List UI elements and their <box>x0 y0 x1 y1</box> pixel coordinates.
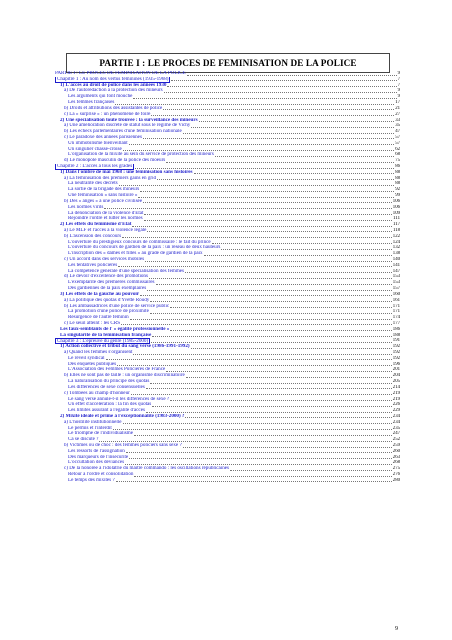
toc-entry-title[interactable]: a) La féminisation des premiers gains en grid <box>64 175 157 181</box>
toc-entry-page: 160 <box>392 291 400 297</box>
toc-entry-page: 171 <box>392 309 400 315</box>
toc-leader-dots <box>150 383 391 384</box>
toc-entry-page: 57 <box>395 140 400 146</box>
toc-entry-title[interactable]: L'occultation des déviances <box>68 460 125 466</box>
toc-entry-title[interactable]: La naturalisation du principe des quotas <box>68 379 150 385</box>
toc-entry-page: 205 <box>392 379 400 385</box>
toc-leader-dots <box>145 261 392 262</box>
toc-entry-title[interactable]: La singularité de la féminisation française <box>60 332 152 338</box>
toc-entry-page: 47 <box>395 129 400 135</box>
toc-entry-title[interactable]: Les ressorts de l'assignation <box>68 448 125 454</box>
toc-entry-page: 226 <box>392 402 400 408</box>
toc-entry-page: 111 <box>393 216 400 222</box>
toc-entry-title[interactable]: a) L'hostilité institutionnelle <box>64 419 122 425</box>
toc-leader-dots <box>115 104 394 105</box>
toc-entry-page: 92 <box>395 187 400 193</box>
toc-entry-title[interactable]: Chapitre 2 : L'accès à tous les grades <box>57 164 133 170</box>
toc-entry-page: 86 <box>395 164 400 169</box>
toc-entry-page: 268 <box>392 460 400 466</box>
toc-leader-dots <box>123 423 392 424</box>
toc-entry-page: 177 <box>392 320 400 326</box>
toc-entry-page: 88 <box>395 175 400 181</box>
page-number: 9 <box>395 626 398 632</box>
toc-leader-dots <box>118 266 392 267</box>
toc-leader-dots <box>152 336 392 337</box>
toc-leader-dots <box>170 330 392 331</box>
toc-entry-title[interactable]: b) Les ambassadrices d'une police de service public <box>64 303 170 309</box>
toc-leader-dots <box>119 185 395 186</box>
toc-entry-title[interactable]: L'ouverture du prestigieux concours de commissaire : le fait du prince <box>68 239 211 245</box>
toc-leader-dots <box>215 156 394 157</box>
toc-entry-title[interactable]: Chapitre 3 : L'épreuve du genre (1985-2000) <box>57 338 149 344</box>
toc-leader-dots <box>204 255 392 256</box>
toc-leader-dots <box>133 354 391 355</box>
toc-leader-dots <box>221 249 391 250</box>
toc-entry-page: 99 <box>395 193 400 199</box>
toc-entry-title[interactable]: a) De l'autorédaction à la protection des mineurs <box>64 88 163 94</box>
toc-entry-page: 171 <box>392 303 400 309</box>
toc-entry-page: 234 <box>392 413 400 419</box>
toc-leader-dots <box>143 138 394 139</box>
toc-leader-dots <box>183 133 394 134</box>
toc-leader-dots <box>151 115 394 116</box>
toc-entry-page: 186 <box>392 326 400 332</box>
toc-entry-title[interactable]: Les femmes françaises <box>68 100 115 106</box>
toc-leader-dots <box>129 144 395 145</box>
toc-entry-title[interactable]: Les différences de sexe consensuelles <box>68 384 145 390</box>
toc-entry-page: 263 <box>392 454 400 460</box>
toc-entry-page: 124 <box>392 239 400 245</box>
toc-entry-title[interactable]: c) Le paradoxe des années parisiennes <box>64 134 142 140</box>
toc-entry-page: 9 <box>397 88 400 94</box>
toc-entry-page: 275 <box>392 466 400 472</box>
toc-entry-title[interactable]: Le triomphe de l'individualisme <box>68 431 134 437</box>
toc-leader-dots <box>125 464 392 465</box>
toc-entry-page: 157 <box>392 286 400 292</box>
toc-entry-title[interactable]: a) Quand les femmes s'organisent <box>64 350 133 355</box>
toc-entry-title[interactable]: L'organisation de la mixité au sein du service de protection des mineurs <box>68 152 214 158</box>
toc-leader-dots <box>140 295 392 296</box>
toc-leader-dots <box>99 441 391 442</box>
toc-entry-title[interactable]: 1) Action collective et tribut du sang versé (1986-1991-1992) <box>60 344 190 350</box>
toc-entry-title[interactable]: La promotion d'une police de proximité <box>68 309 149 315</box>
toc-leader-dots <box>166 162 394 163</box>
toc-entry-title[interactable]: Des enquêtes publiques <box>68 361 117 367</box>
toc-entry-page: 147 <box>392 268 400 274</box>
toc-entry-page: 229 <box>392 408 400 414</box>
toc-entry-page: 27 <box>395 111 400 117</box>
toc-entry-title[interactable]: Des gardiennes de la paix exemplaires <box>68 286 147 292</box>
toc-entry-title[interactable]: 1) L'accès au droit de police dans les années 1930 <box>60 82 167 88</box>
toc-entry-page: 247 <box>392 431 400 437</box>
toc-entry-page: 196 <box>392 361 400 367</box>
toc-entry-title[interactable]: d) Le devoir d'excellence des promotions <box>64 274 148 280</box>
toc-leader-dots <box>199 121 395 122</box>
toc-entry-page: 161 <box>392 297 400 303</box>
toc-entry-title[interactable]: Une féminisation « sans histoire » <box>68 193 138 199</box>
toc-entry-title[interactable]: Rejoindre l'ordre et lutter les normes <box>68 216 143 222</box>
toc-entry-page: 21 <box>395 105 400 111</box>
toc-leader-dots <box>151 342 392 343</box>
toc-leader-dots <box>183 447 392 448</box>
toc-entry-page: 17 <box>395 100 400 106</box>
toc-leader-dots <box>106 359 392 360</box>
toc-leader-dots <box>156 284 392 285</box>
toc-entry-title[interactable]: c) La « surprise » : un phénomène de foire <box>64 111 151 117</box>
page-title: PARTIE I : LE PROCES DE FEMINISATION DE LA POLICE <box>66 53 390 73</box>
toc-entry-title[interactable]: Les faux-semblants de l' « égalité professionnelle » <box>60 326 170 332</box>
toc-leader-dots <box>126 452 392 453</box>
toc-entry-title[interactable]: d) Le monopole masculin de la police des moeurs <box>64 158 166 164</box>
toc-entry-title[interactable]: b) Elles ne sont pas de taille : un organisme discriminatoire <box>64 373 185 379</box>
toc-leader-dots <box>163 109 394 110</box>
toc-entry-page: 153 <box>392 274 400 280</box>
toc-entry-title[interactable]: Les arguments qui font mouche <box>68 94 133 100</box>
toc-leader-dots <box>134 476 391 477</box>
toc-leader-dots <box>144 220 393 221</box>
toc-entry-page: 35 <box>395 123 400 129</box>
toc-entry-page: 276 <box>392 472 400 478</box>
toc-entry-title[interactable]: Un singulier chassé-croisé <box>68 146 122 152</box>
toc-leader-dots <box>104 208 391 209</box>
toc-entry-title[interactable]: a) La politique des quotas d'Yvette Roudy <box>64 297 150 303</box>
toc-entry-page: 68 <box>395 152 400 158</box>
toc-entry-page: 219 <box>392 390 400 396</box>
toc-entry-title[interactable]: b) Des « anges » à une police civilisée <box>64 198 143 204</box>
toc-entry-page: 33 <box>395 117 400 123</box>
toc-entry-title[interactable]: a) Le MLF et l'accès à la violence légale <box>64 227 147 233</box>
toc-entry-title[interactable]: a) Une amélioration discrète de statut sous le régime de Vichy <box>64 123 191 129</box>
toc-entry-title[interactable]: c) Le seuil atteint : les CRS <box>64 320 121 326</box>
toc-leader-dots <box>152 406 392 407</box>
toc-leader-dots <box>134 435 392 436</box>
toc-entry-title[interactable]: La compétence générale d'une spécialisation des femmes <box>68 268 185 274</box>
toc-entry-title[interactable]: Ca se discute ? <box>68 437 99 443</box>
toc-entry-title[interactable]: 3) Les effets de la gauche au pouvoir <box>60 291 140 297</box>
toc-entry-title[interactable]: La sortie de la brigade des mineurs <box>68 187 140 193</box>
toc-entry-page: 140 <box>392 257 400 262</box>
toc-entry-page: 153 <box>392 280 400 286</box>
toc-entry-title[interactable]: c) De la honorée à l'idolâtrie du maître commando : les oscillations républicaines <box>64 466 229 472</box>
toc-leader-dots <box>150 313 392 314</box>
toc-entry-page: 188 <box>392 332 400 338</box>
toc-leader-dots <box>170 307 392 308</box>
toc-entry-title[interactable]: b) L'ascension des concours <box>64 233 122 239</box>
toc-entry-title[interactable]: Un effet d'accélération : la fin des quotas <box>68 402 152 408</box>
toc-entry-page: 214 <box>392 384 400 390</box>
toc-entry-page: 7 <box>397 76 400 82</box>
toc-entry-title[interactable]: b) Victimes ou de choc : des femmes policiers sans sexe ? <box>64 443 182 448</box>
toc-entry-title[interactable]: Un immobilisme bienveillant <box>68 140 128 146</box>
toc-entry-title[interactable]: Les limites assurant à l'égalité d'accès <box>68 408 145 414</box>
toc-leader-dots <box>133 98 396 99</box>
toc-entry-title[interactable]: 2) Les effets du féminisme d'Etat <box>60 222 132 228</box>
toc-entry-page: 75 <box>395 158 400 164</box>
toc-entry-page: 118 <box>392 227 400 233</box>
toc-entry-title[interactable]: 1) Dans l'ombre de mai 1968 : une féminisation sans histoires <box>60 169 193 175</box>
toc-entry-title[interactable]: L'Association des Femmes Policières de France <box>68 367 166 373</box>
toc-entry-page: 259 <box>392 443 400 448</box>
toc-entry-page: 204 <box>392 373 400 379</box>
toc-entry-page: 106 <box>392 204 400 210</box>
toc-entry-page: 9 <box>397 94 400 100</box>
toc-entry-page: 109 <box>392 210 400 216</box>
toc-entry-title[interactable]: Résurgence de l'autre féminin <box>68 315 129 321</box>
toc-entry-title[interactable]: Le sang versé annule-t-il les différences de sexe ? <box>68 396 170 402</box>
toc-leader-dots <box>113 429 392 430</box>
toc-leader-dots <box>146 388 392 389</box>
toc-entry-page: 62 <box>395 146 400 152</box>
toc-entry-page: 219 <box>392 396 400 402</box>
toc-entry-page: 132 <box>392 245 400 251</box>
toc-leader-dots <box>171 80 396 81</box>
toc-leader-dots <box>194 173 395 174</box>
toc-entry-page: 141 <box>392 262 400 268</box>
toc-entry-title[interactable]: L'exemplarité des premières commissaires <box>68 280 155 286</box>
toc-entry-page: 260 <box>392 448 400 454</box>
toc-entry-title[interactable]: Le permis et l'interdit <box>68 425 112 431</box>
toc-entry-page: 88 <box>395 181 400 187</box>
toc-leader-dots <box>166 371 392 372</box>
toc-leader-dots <box>130 319 392 320</box>
toc-leader-dots <box>212 243 392 244</box>
toc-leader-dots <box>167 86 396 87</box>
toc-entry-title[interactable]: Le réveil syndical <box>68 355 105 361</box>
toc-entry-title[interactable]: b) Les échecs parlementaires d'une féminisation nationale <box>64 129 182 135</box>
toc-entry-title[interactable]: La dénonciation de la violence d'Etat <box>68 210 144 216</box>
toc-entry-page: 106 <box>392 198 400 204</box>
toc-entry-title[interactable]: 2) Une spécialisation toute trouvée : la surveillance des mineurs <box>60 117 198 123</box>
toc-leader-dots <box>147 231 392 232</box>
toc-entry-title[interactable]: PARTIE I : LE PROCES DE FEMINISATION DE LA POLICE <box>55 71 186 76</box>
toc-leader-dots <box>149 278 392 279</box>
toc-entry-page: 192 <box>392 355 400 361</box>
toc-entry-title[interactable]: Les normes virils <box>68 204 104 210</box>
toc-leader-dots <box>138 197 394 198</box>
toc-leader-dots <box>170 400 392 401</box>
toc-entry-title[interactable]: Le temps des mixités ? <box>68 477 115 483</box>
toc-leader-dots <box>146 412 392 413</box>
toc-leader-dots <box>140 191 394 192</box>
toc-leader-dots <box>117 365 392 366</box>
toc-leader-dots <box>123 150 394 151</box>
toc-leader-dots <box>143 202 392 203</box>
toc-entry-page: 88 <box>395 169 400 175</box>
toc-leader-dots <box>157 179 394 180</box>
toc-entry-page: 252 <box>392 437 400 443</box>
toc-entry-title[interactable]: Retour à l'ordre et consolidation <box>68 472 134 478</box>
toc-leader-dots <box>191 127 394 128</box>
toc-entry-page: 117 <box>392 222 400 228</box>
toc-leader-dots <box>147 290 392 291</box>
toc-leader-dots <box>185 272 392 273</box>
toc-entry[interactable] <box>55 478 400 484</box>
toc-entry-page: 138 <box>392 251 400 257</box>
toc-leader-dots <box>135 168 394 169</box>
toc-entry-page: 7 <box>397 82 400 88</box>
toc-leader-dots <box>131 394 392 395</box>
toc-leader-dots <box>187 75 397 76</box>
toc-leader-dots <box>144 214 391 215</box>
toc-leader-dots <box>150 301 392 302</box>
toc-leader-dots <box>230 470 392 471</box>
toc-entry-title[interactable]: Chapitre 1 : Au nom des vertus féminines (1935-1968) <box>57 76 169 83</box>
toc-entry-page: 234 <box>392 419 400 425</box>
toc-entry-page: 280 <box>392 477 400 483</box>
toc-leader-dots <box>129 458 392 459</box>
toc-leader-dots <box>191 348 392 349</box>
toc-entry-title[interactable]: 2) Mixité idéale et prime à l'exceptionnalité (1983-2000) ? <box>60 413 185 419</box>
toc-leader-dots <box>116 481 392 482</box>
toc-leader-dots <box>185 417 391 418</box>
toc-entry-title[interactable]: b) Droits et attributions des assistantes de police <box>64 105 163 111</box>
toc-leader-dots <box>132 226 392 227</box>
toc-entry-page: 191 <box>392 338 400 344</box>
toc-entry-page: 122 <box>392 233 400 239</box>
toc-entry-title[interactable]: L'inscription des « dames et filles » au grade de gardien de la paix <box>68 251 203 257</box>
toc-leader-dots <box>121 324 392 325</box>
toc-entry-page: 9 <box>397 71 400 76</box>
toc-entry-page: 57 <box>395 134 400 140</box>
toc-entry-title[interactable]: Des marqueurs de l'insécurité <box>68 454 129 460</box>
toc-entry-page: 201 <box>392 367 400 373</box>
toc-entry-title[interactable]: c) Tombées au champ d'honneur <box>64 390 130 396</box>
toc-entry-title[interactable]: L'ouverture du concours de gardien de la paix : un réseau de deux hauteurs <box>68 245 221 251</box>
toc-entry-title[interactable]: Les tentatives policières <box>68 262 118 268</box>
toc-leader-dots <box>164 92 397 93</box>
toc-entry-title[interactable]: c) Un accord dans des services mobiles <box>64 257 145 262</box>
toc-entry-page: 192 <box>392 350 400 355</box>
toc-entry-title[interactable]: La neutralité des décrets <box>68 181 118 187</box>
toc-entry-page: 235 <box>392 425 400 431</box>
table-of-contents <box>55 71 400 484</box>
toc-entry-page: 174 <box>392 315 400 321</box>
toc-entry-page: 192 <box>392 344 400 350</box>
toc-leader-dots <box>186 377 392 378</box>
toc-leader-dots <box>122 237 392 238</box>
